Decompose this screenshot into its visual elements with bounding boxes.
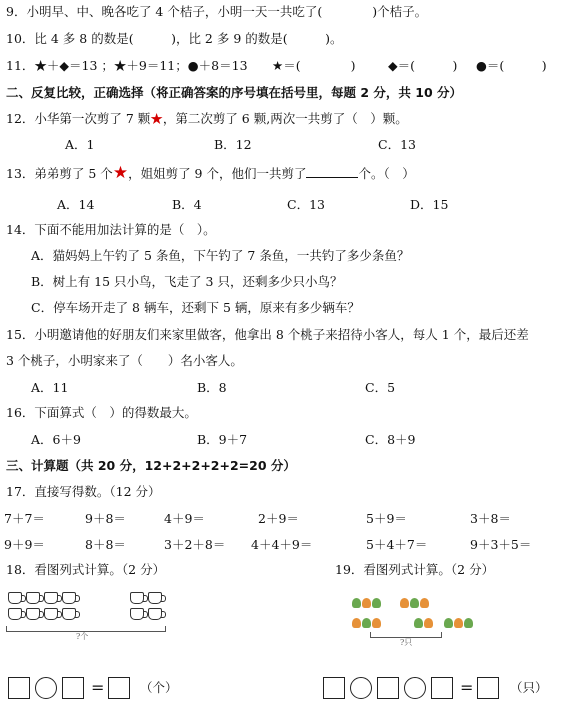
q13-option-d: D．15 bbox=[410, 197, 449, 212]
animal-icon bbox=[464, 618, 473, 628]
calc-1-3: 4＋9＝ bbox=[164, 511, 205, 526]
calc-1-2: 9＋8＝ bbox=[85, 511, 126, 526]
animal-icon bbox=[444, 618, 453, 628]
cup-icon bbox=[130, 608, 144, 620]
calc-1-5: 5＋9＝ bbox=[366, 511, 407, 526]
unit-label: （只） bbox=[510, 680, 548, 695]
animal-icon bbox=[414, 618, 423, 628]
q12-option-b: B．12 bbox=[214, 137, 252, 152]
animal-icon bbox=[352, 618, 361, 628]
calc-1-1: 7＋7＝ bbox=[4, 511, 45, 526]
cup-icon bbox=[44, 592, 58, 604]
cup-icon bbox=[8, 608, 22, 620]
animal-icon bbox=[424, 618, 433, 628]
animal-icon bbox=[352, 598, 361, 608]
question-12-text-a: 12．小华第一次剪了 7 颗 bbox=[6, 111, 151, 126]
cup-icon bbox=[148, 592, 162, 604]
question-9: 9．小明早、中、晚各吃了 4 个桔子，小明一天一共吃了( )个桔子。 bbox=[6, 4, 428, 19]
animal-icon bbox=[372, 618, 381, 628]
question-14: 14．下面不能用加法计算的是（ ）。 bbox=[6, 222, 216, 237]
brace-label: ?只 bbox=[400, 638, 413, 647]
cup-icon bbox=[130, 592, 144, 604]
question-13 bbox=[6, 165, 415, 182]
animal-icon bbox=[400, 598, 409, 608]
cup-icon bbox=[8, 592, 22, 604]
calc-2-3: 3＋2＋8＝ bbox=[164, 537, 226, 552]
answer-box[interactable] bbox=[377, 677, 399, 699]
answer-box[interactable] bbox=[431, 677, 453, 699]
cup-icon bbox=[26, 592, 40, 604]
q12-option-a: A．1 bbox=[65, 137, 95, 152]
calc-2-4: 4＋4＋9＝ bbox=[251, 537, 313, 552]
operator-circle[interactable] bbox=[404, 677, 426, 699]
red-star-icon: ★ bbox=[150, 111, 163, 126]
question-11-dot-blank: ●＝( ) bbox=[476, 58, 547, 73]
calc-1-4: 2＋9＝ bbox=[258, 511, 299, 526]
animal-icon bbox=[410, 598, 419, 608]
question-15-line-2: 3 个桃子，小明家来了（ ）名小客人。 bbox=[6, 353, 243, 368]
cup-icon bbox=[26, 608, 40, 620]
question-11-star-blank: ★＝( ) bbox=[272, 58, 356, 73]
question-18: 18．看图列式计算。（2 分） bbox=[6, 562, 166, 577]
section-3-heading: 三、计算题（共 20 分，12+2+2+2+2=20 分） bbox=[6, 458, 296, 473]
question-12-text-b: ，第二次剪了 6 颗,两次一共剪了（ ）颗。 bbox=[162, 111, 408, 126]
section-2-heading: 二、反复比较，正确选择（将正确答案的序号填在括号里，每题 2 分，共 10 分） bbox=[6, 85, 463, 100]
brace-label: ?个 bbox=[76, 632, 89, 641]
cup-icon bbox=[62, 592, 76, 604]
question-11-diamond-blank: ◆＝( ) bbox=[388, 58, 458, 73]
equals-sign: = bbox=[91, 678, 105, 697]
question-13-text-b: ，姐姐剪了 9 个，他们一共剪了 bbox=[128, 166, 307, 181]
calc-1-6: 3＋8＝ bbox=[470, 511, 511, 526]
question-19: 19．看图列式计算。（2 分） bbox=[335, 562, 495, 577]
q14-option-c: C．停车场开走了 8 辆车，还剩下 5 辆，原来有多少辆车？ bbox=[31, 300, 360, 315]
question-12 bbox=[6, 111, 408, 127]
equals-sign: = bbox=[460, 678, 474, 697]
answer-box[interactable] bbox=[477, 677, 499, 699]
cup-icon bbox=[44, 608, 58, 620]
animal-icon bbox=[362, 598, 371, 608]
operator-circle[interactable] bbox=[35, 677, 57, 699]
q14-option-a: A．猫妈妈上午钓了 5 条鱼，下午钓了 7 条鱼，一共钓了多少条鱼？ bbox=[31, 248, 410, 263]
question-11: 11．★＋◆＝13 ；★＋9＝11；●＋8＝13 bbox=[6, 58, 248, 73]
cup-icon bbox=[148, 608, 162, 620]
q13-option-b: B．4 bbox=[172, 197, 202, 212]
q15-option-b: B．8 bbox=[197, 380, 227, 395]
operator-circle[interactable] bbox=[350, 677, 372, 699]
q12-option-c: C．13 bbox=[378, 137, 416, 152]
answer-box[interactable] bbox=[8, 677, 30, 699]
question-10: 10．比 4 多 8 的数是( )，比 2 多 9 的数是( )。 bbox=[6, 31, 343, 46]
q15-option-c: C．5 bbox=[365, 380, 396, 395]
animal-icon bbox=[362, 618, 371, 628]
q13-option-a: A．14 bbox=[57, 197, 95, 212]
cups-figure bbox=[0, 586, 200, 656]
question-17: 17．直接写得数。（12 分） bbox=[6, 484, 161, 499]
question-13-text-a: 13．弟弟剪了 5 个 bbox=[6, 166, 113, 181]
calc-2-6: 9＋3＋5＝ bbox=[470, 537, 532, 552]
q16-option-a: A．6＋9 bbox=[31, 432, 81, 447]
animal-icon bbox=[454, 618, 463, 628]
red-star-icon: ★ bbox=[112, 163, 129, 183]
animal-icon bbox=[372, 598, 381, 608]
animals-figure bbox=[340, 590, 540, 660]
cup-icon bbox=[62, 608, 76, 620]
answer-box[interactable] bbox=[323, 677, 345, 699]
q15-option-a: A．11 bbox=[31, 380, 69, 395]
unit-label: （个） bbox=[140, 680, 178, 695]
question-15-line-1: 15．小明邀请他的好朋友们来家里做客，他拿出 8 个桃子来招待小客人，每人 1 个，最后还差 bbox=[6, 327, 529, 342]
calc-2-1: 9＋9＝ bbox=[4, 537, 45, 552]
question-13-text-c: 个。（ ） bbox=[358, 166, 415, 181]
q16-option-c: C．8＋9 bbox=[365, 432, 416, 447]
answer-box[interactable] bbox=[108, 677, 130, 699]
answer-blank bbox=[306, 165, 358, 178]
q14-option-b: B．树上有 15 只小鸟，飞走了 3 只，还剩多少只小鸟？ bbox=[31, 274, 343, 289]
q13-option-c: C．13 bbox=[287, 197, 325, 212]
animal-icon bbox=[420, 598, 429, 608]
answer-box[interactable] bbox=[62, 677, 84, 699]
question-16: 16．下面算式（ ）的得数最大。 bbox=[6, 405, 197, 420]
calc-2-5: 5＋4＋7＝ bbox=[366, 537, 428, 552]
calc-2-2: 8＋8＝ bbox=[85, 537, 126, 552]
q16-option-b: B．9＋7 bbox=[197, 432, 248, 447]
